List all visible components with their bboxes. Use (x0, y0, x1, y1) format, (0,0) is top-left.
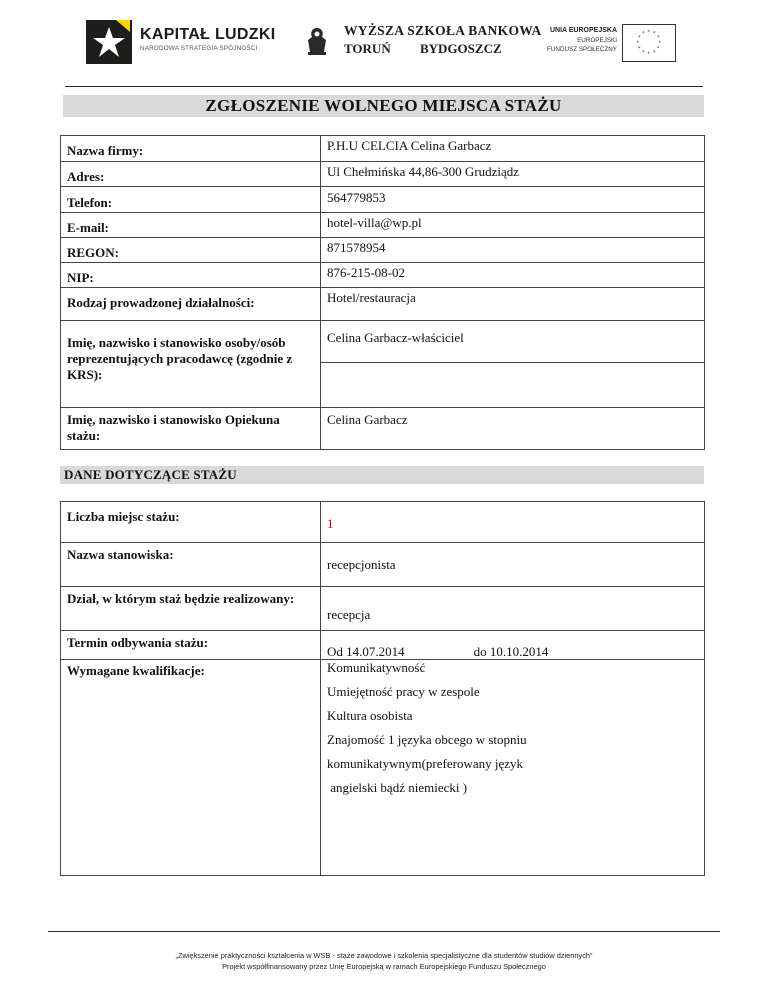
department-value: recepcja (321, 587, 705, 631)
representatives-extra-cell (321, 363, 705, 408)
email-value: hotel-villa@wp.pl (321, 213, 705, 238)
wsb-city-bydgoszcz: BYDGOSZCZ (420, 41, 502, 56)
qualification-item: Komunikatywność (327, 660, 426, 675)
table-row (61, 543, 705, 587)
svg-text:*: * (653, 31, 656, 37)
svg-text:*: * (658, 40, 661, 47)
footer-divider (48, 931, 720, 932)
table-row (61, 631, 705, 660)
table-row (61, 238, 705, 263)
section-title: DANE DOTYCZĄCE STAŻU (64, 467, 237, 482)
supervisor-value: Celina Garbacz (321, 408, 705, 450)
qualification-item: Kultura osobista (327, 708, 413, 723)
company-name-label: Nazwa firmy: (61, 136, 321, 162)
table-row (61, 587, 705, 631)
svg-text:*: * (642, 31, 645, 37)
department-label: Dział, w którym staż będzie realizowany: (61, 587, 321, 631)
footer-funding-note: Projekt współfinansowany przez Unię Europejską w ramach Europejskiego Funduszu Społecznego (222, 962, 546, 971)
table-row (61, 263, 705, 288)
phone-label: Telefon: (61, 187, 321, 213)
company-name-value: P.H.U CELCIA Celina Garbacz (321, 136, 705, 162)
representatives-label: Imię, nazwisko i stanowisko osoby/osób reprezentujących pracodawcę (zgodnie z KRS): (61, 321, 321, 408)
header-divider (65, 86, 703, 87)
eu-flag-icon (622, 24, 676, 62)
address-label: Adres: (61, 162, 321, 187)
table-row (61, 187, 705, 213)
company-table (60, 135, 705, 450)
supervisor-label: Imię, nazwisko i stanowisko Opiekuna stażu: (61, 408, 321, 450)
wsb-emblem-icon (304, 26, 330, 56)
email-label: E-mail: (61, 213, 321, 238)
regon-value: 871578954 (321, 238, 705, 263)
business-type-label: Rodzaj prowadzonej działalności: (61, 288, 321, 321)
kapital-ludzki-subtitle: NARODOWA STRATEGIA SPÓJNOŚCI (140, 45, 258, 52)
position-label: Nazwa stanowiska: (61, 543, 321, 587)
wsb-city-torun: TORUŃ (344, 41, 391, 56)
eu-title: UNIA EUROPEJSKA (549, 27, 617, 34)
svg-text:*: * (657, 35, 660, 41)
table-row (61, 502, 705, 543)
svg-text:*: * (647, 29, 650, 36)
wsb-title: WYŻSZA SZKOŁA BANKOWA (344, 23, 542, 38)
regon-label: REGON: (61, 238, 321, 263)
table-row (61, 162, 705, 187)
qualification-item: Umiejętność pracy w zespole (327, 684, 480, 699)
svg-text:*: * (647, 51, 650, 58)
term-value (321, 631, 705, 660)
svg-text:*: * (657, 46, 660, 52)
table-row (61, 408, 705, 450)
table-row (61, 136, 705, 162)
svg-text:*: * (638, 46, 641, 52)
svg-text:*: * (642, 50, 645, 56)
kapital-ludzki-title: KAPITAŁ LUDZKI (140, 26, 276, 43)
qualification-item: Znajomość 1 języka obcego w stopniu (327, 732, 527, 747)
table-row (61, 288, 705, 321)
qualifications-list (321, 660, 705, 876)
eu-subtitle-2: FUNDUSZ SPOŁECZNY (547, 46, 617, 53)
qualifications-label: Wymagane kwalifikacje: (61, 660, 321, 876)
page-title: ZGŁOSZENIE WOLNEGO MIEJSCA STAŻU (205, 96, 562, 115)
eu-subtitle-1: EUROPEJSKI (577, 37, 617, 44)
term-to: do 10.10.2014 (473, 644, 549, 659)
qualification-item: komunikatywnym(preferowany język (327, 756, 524, 771)
position-value: recepcjonista (321, 543, 705, 587)
business-type-value: Hotel/restauracja (321, 288, 705, 321)
qualification-item: angielski bądź niemiecki ) (327, 780, 468, 795)
nip-label: NIP: (61, 263, 321, 288)
table-row (61, 321, 705, 363)
table-row (61, 660, 705, 876)
places-label: Liczba miejsc stażu: (61, 502, 321, 543)
svg-text:*: * (653, 50, 656, 56)
table-row (61, 213, 705, 238)
phone-value: 564779853 (321, 187, 705, 213)
svg-text:*: * (636, 40, 639, 47)
representatives-value: Celina Garbacz-właściciel (321, 321, 705, 363)
internship-table (60, 501, 705, 876)
nip-value: 876-215-08-02 (321, 263, 705, 288)
svg-text:*: * (638, 35, 641, 41)
term-from: Od 14.07.2014 (327, 644, 405, 659)
footer-project-title: „Zwiększenie praktyczności kształcenia w WSB - staże zawodowe i szkolenia specjalistyczne dla studentów studiów dziennych” (175, 951, 593, 960)
term-label: Termin odbywania stażu: (61, 631, 321, 660)
address-value: Ul Chełmińska 44,86-300 Grudziądz (321, 162, 705, 187)
places-value: 1 (321, 502, 705, 543)
